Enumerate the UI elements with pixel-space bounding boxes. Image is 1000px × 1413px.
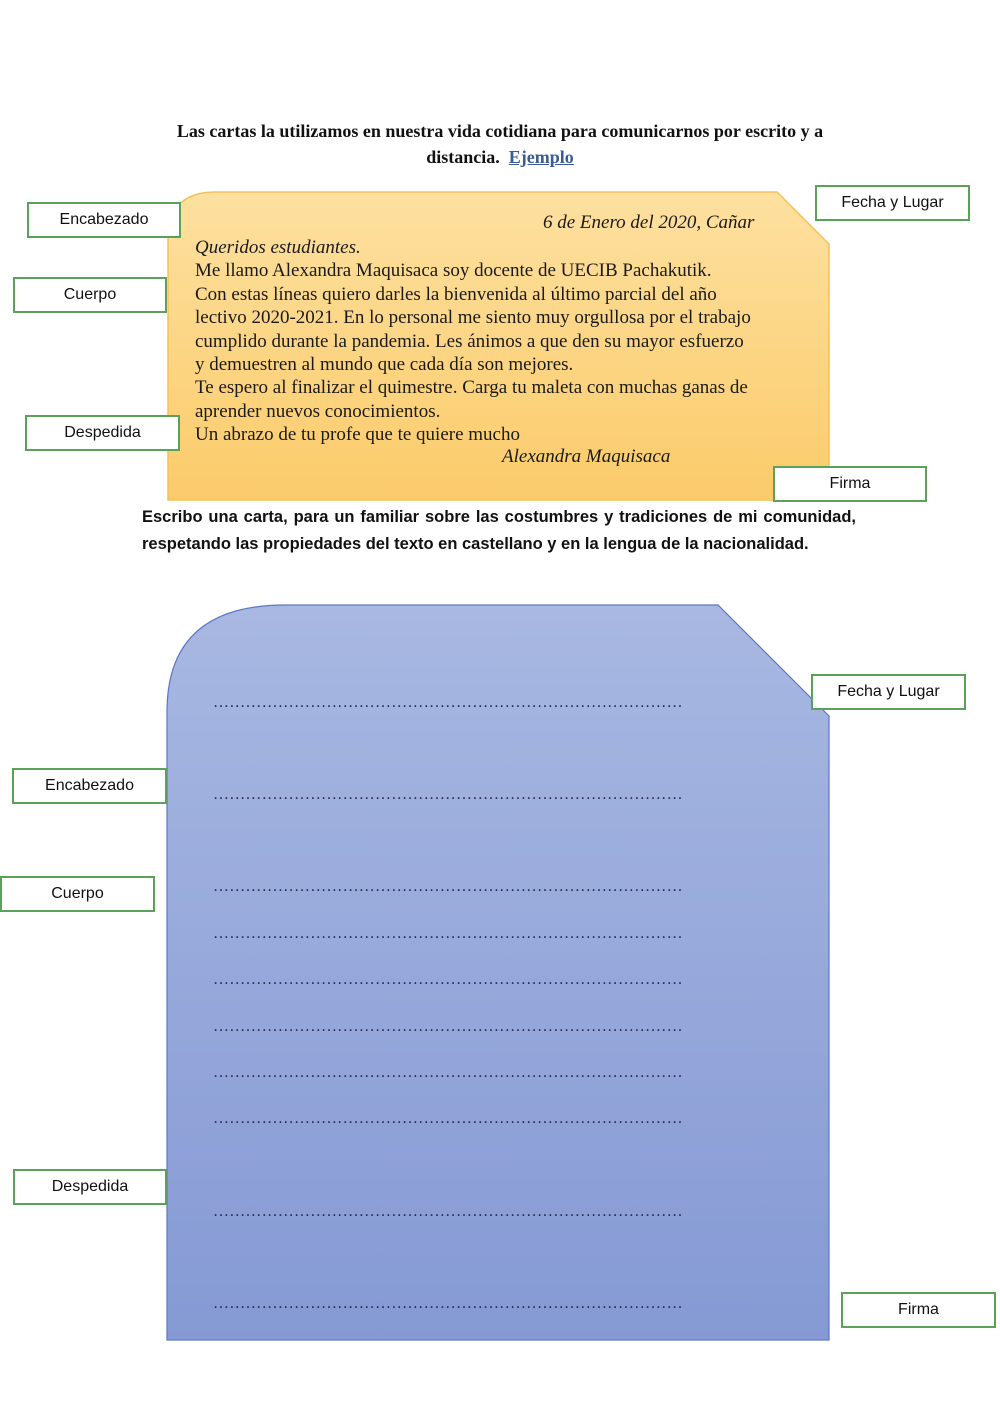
dotted-line-cuerpo-3[interactable]: …………………………………………………………………………… — [213, 971, 683, 988]
example-date-place: 6 de Enero del 2020, Cañar — [543, 212, 755, 233]
example-body-line: lectivo 2020-2021. En lo personal me siento muy orgullosa por el trabajo — [195, 307, 751, 329]
dotted-line-cuerpo-2[interactable]: …………………………………………………………………………… — [213, 925, 683, 942]
example-signature: Alexandra Maquisaca — [502, 446, 671, 467]
label-firma[interactable]: Firma — [773, 466, 927, 502]
dotted-line-firma[interactable]: …………………………………………………………………………… — [213, 1295, 683, 1312]
dotted-line-cuerpo-6[interactable]: …………………………………………………………………………… — [213, 1110, 683, 1127]
exercise-label-despedida[interactable]: Despedida — [13, 1169, 167, 1205]
label-encabezado[interactable]: Encabezado — [27, 202, 181, 238]
dotted-line-cuerpo-4[interactable]: …………………………………………………………………………… — [213, 1018, 683, 1035]
example-greeting: Queridos estudiantes. — [195, 237, 361, 258]
example-body-line: Me llamo Alexandra Maquisaca soy docente de UECIB Pachakutik. — [195, 260, 712, 282]
example-body-line: aprender nuevos conocimientos. — [195, 400, 441, 422]
example-body-line: Te espero al finalizar el quimestre. Carga tu maleta con muchas ganas de — [195, 377, 748, 399]
example-farewell: Un abrazo de tu profe que te quiere mucho — [195, 424, 520, 446]
label-cuerpo[interactable]: Cuerpo — [13, 277, 167, 313]
intro-sentence: Las cartas la utilizamos en nuestra vida cotidiana para comunicarnos por escrito y a distancia — [176, 121, 824, 167]
ejemplo-link[interactable]: Ejemplo — [508, 147, 574, 167]
example-body-line: cumplido durante la pandemia. Les ánimos a que den su mayor esfuerzo — [195, 330, 744, 352]
exercise-label-cuerpo[interactable]: Cuerpo — [0, 876, 155, 912]
intro-punct: . — [495, 147, 500, 167]
label-despedida[interactable]: Despedida — [25, 415, 180, 451]
example-letter-body — [195, 236, 795, 447]
exercise-label-fecha-lugar[interactable]: Fecha y Lugar — [811, 674, 966, 710]
example-body-line: Con estas líneas quiero darles la bienvenida al último parcial del año — [195, 283, 717, 305]
example-body-line: y demuestren al mundo que cada día son mejores. — [195, 354, 574, 376]
exercise-label-encabezado[interactable]: Encabezado — [12, 768, 167, 804]
label-fecha-lugar[interactable]: Fecha y Lugar — [815, 185, 970, 221]
exercise-label-firma[interactable]: Firma — [841, 1292, 996, 1328]
dotted-line-despedida[interactable]: …………………………………………………………………………… — [213, 1203, 683, 1220]
dotted-line-fecha[interactable]: …………………………………………………………………………… — [213, 694, 683, 711]
dotted-line-cuerpo-5[interactable]: …………………………………………………………………………… — [213, 1064, 683, 1081]
dotted-line-cuerpo-1[interactable]: …………………………………………………………………………… — [213, 878, 683, 895]
dotted-line-encabezado[interactable]: …………………………………………………………………………… — [213, 786, 683, 803]
task-instruction: Escribo una carta, para un familiar sobre las costumbres y tradiciones de mi comunidad, respetando las propiedades del texto en castellano y en la lengua de la nacionalidad. — [142, 508, 856, 553]
